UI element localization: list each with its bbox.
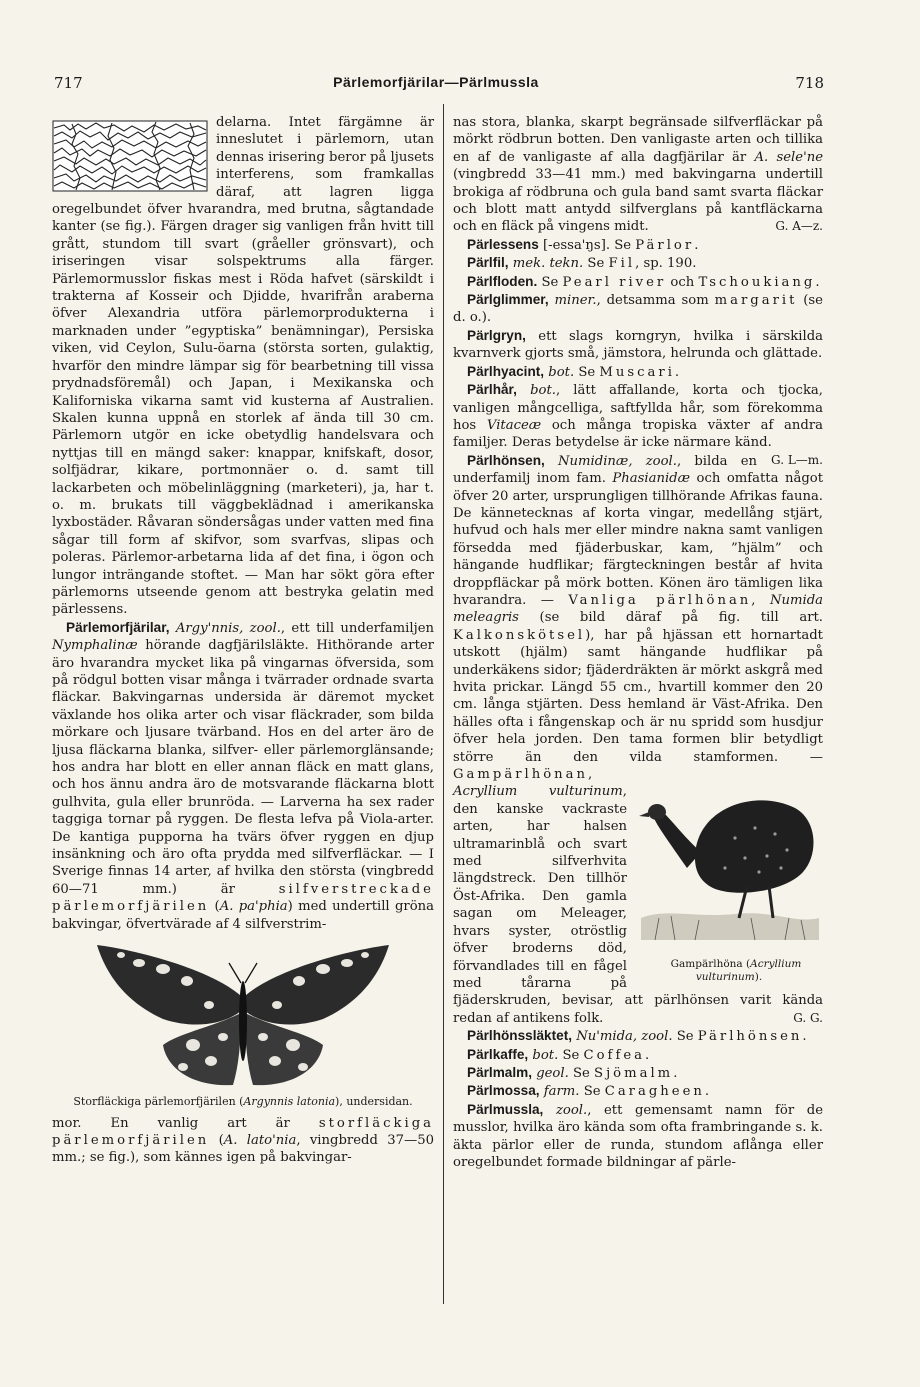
guineafowl-figure <box>635 768 823 984</box>
headword: Pärlemorfjärilar, <box>66 619 170 635</box>
signature: G. A—z. <box>775 219 823 234</box>
entry-parlglimmer: Pärlglimmer, miner., detsamma som margarit (se d. o.). <box>453 292 823 326</box>
entry-parlmussla: Pärlmussla, zool., ett gemensamt namn för de musslor, hvilka äro kända som ofta frambringande s. k. äkta pärlor eller de runda, stundom aflånga eller oregelbundet formade bildningar af pärle- <box>453 1101 823 1170</box>
entry-parlemorfjarilar: Pärlemorfjärilar, Argy'nnis, zool., ett till underfamiljen Nymphalinæ hörande dagfjärilsläkte. Hithörande arter äro hvarandra mycket lika på vingarnas öfversida, som på rödgul botten visar många i tvärrader ordnade svarta fläckar. Bakvingarnas undersida är däremot mycket växlande hos olika arter och visar fläckrader, som bilda mörkare och ljusare tvärband. Hos en del arter äro de ljusa fläckarna blanka, silfver- eller pärlemorglänsande; hos andra har blott en eller annan fläck en matt glans, och hos ännu andra äro de motsvarande fläckarna blott gulhvita, gula eller brunröda. — Larverna ha sex rader taggiga tornar på ryggen. De flesta lefva på Viola-arter. De kantiga pupporna ha tvärs öfver ryggen en djup insänkning och äro ofta prydda med silfverfläckar. — I Sverige finnas 14 arter, af hvilka den största (vingbredd 60—71 mm.) är silfverstreckade pärlemorfjärilen (A. pa'phia) med undertill gröna bakvingar, öfvertvärade af 4 silfverstrim- <box>52 619 434 932</box>
guineafowl-caption: Gampärlhöna (Acryllium vulturinum). <box>670 958 802 984</box>
entry-parlemorfjarilar-continued: mor. En vanlig art är storfläckiga pärlemorfjärilen (A. lato'nia, vingbredd 37—50 mm.; se fig.), som kännes igen på bakvingar- <box>52 1115 434 1166</box>
butterfly-illustration <box>97 945 389 1085</box>
entry-parlhyacint: Pärlhyacint, bot. Se Muscari. <box>467 363 680 380</box>
entry-parlessens: Pärlessens [-essa'ŋs]. Se Pärlor. <box>467 236 699 253</box>
entry-parlmossa: Pärlmossa, farm. Se Caragheen. <box>467 1083 710 1100</box>
entry-parlfil: Pärlfil, mek. tekn. Se Fil, sp. 190. <box>467 255 697 272</box>
entry-parlemorfjarilar-end: nas stora, blanka, skarpt begränsade silfverfläckar på mörkt rödbrun botten. Den vanligaste arten och tillika en af de vanligaste af alla dagfjärilar är A. sele'ne (vingbredd 33—41 mm.) med bakvingarna undertill brokiga af rödbruna och gula band samt svarta fläckar och blott matt antydd silfverglans på kantfläckarna och en fläck på vingens midt. G. A—z. <box>453 115 823 235</box>
page-header <box>48 74 824 96</box>
guineafowl-illustration <box>639 800 819 940</box>
entry-parlfloden: Pärlfloden. Se Pearl river och Tschoukiang. <box>467 273 820 290</box>
right-page-number: 718 <box>795 74 824 92</box>
signature: G. L—m. <box>771 452 823 467</box>
left-page-number: 717 <box>54 74 83 92</box>
entry-parlemor-continuation: delarna. Intet färgämne är inneslutet i pärlemorn, utan dennas irisering beror på ljusets interferens, som framkallas däraf, att lagren ligga oregelbundet öfver hvarandra, med brutna, sågtandade kanter (se fig.). Färgen drager sig vanligen från hvitt till grått, stundom till svart (gråeller grönsvart), och iriseringen visar solspektrums alla färger. Pärlemormusslor fiskas mest i Röda hafvet (särskildt i trakterna af Kosseir och Djidde, hvarifrån araberna öfver Alexandria utföra pärlemorprodukterna i marknaden under ”egyptiska” benämningar), Persiska viken, vid Ceylon, Sulu-öarna (största sorten, gulaktig, hvarför den mindre lämpar sig för bearbetning till vissa prydnadsföremål) och Japan, i Mexikanska och Kaliforniska vikarna samt vid kusterna af Australien. Skalen kunna uppnå en storlek af ända till 30 cm. Pärlemorn utgör en icke obetydlig handelsvara och nyttjas till en mängd saker: knappar, knifskaft, dosor, solfjädrar, kikare, portmonnäer o. d. samt till lackarbeten och möbelinläggning (marketeri), ja, har t. o. m. brukats till väggbeklädnad i amerikanska lyxbostäder. Råvaran söndersågas under vatten med fina sågar till form af skifvor, som svarfvas, slipas och poleras. Pärlemor-arbetarna lida af det fina, i ögon och lungor inträngande stoftet. — Man har sökt göra efter pärlemorns utseende genom att bestryka gelatin med pärlessens. <box>52 115 434 618</box>
nacre-layers-figure <box>52 120 208 192</box>
running-title: Pärlemorfjärilar—Pärlmussla <box>333 74 539 90</box>
entry-parlgryn: Pärlgryn, ett slags korngryn, hvilka i särskilda kvarnverk gjorts små, jämstora, helrunda och glättade. <box>453 327 823 362</box>
signature: G. G. <box>793 1010 823 1025</box>
entry-parlkaffe: Pärlkaffe, bot. Se Coffea. <box>467 1046 650 1063</box>
butterfly-figure <box>52 941 434 1109</box>
column-divider <box>443 104 444 1304</box>
right-column <box>453 114 823 1171</box>
entry-parlhonsen: Pärlhönsen, Numidinæ, zool., bilda en underfamilj inom fam. Phasianidæ och omfatta något öfver 20 arter, ursprungligen tillhörande Afrikas fauna. De kännetecknas af korta vingar, medellång stjärt, hufvud och hals mer eller mindre nakna samt vanligen försedda med fjäderbuskar, kam, ”hjälm” och hängande hudflikar; färgteckningen består af hvita droppfläckar på mörk botten. Könen äro tämligen lika hvarandra. — Vanliga pärlhönan, Numida meleagris (se bild däraf på fig. till art. Kalkonskötsel), har på hjässan ett hornartadt utskott (hjälm) samt hängande hudflikar på underkäkens sidor; fjäderdräkten är mörkt askgrå med hvita prickar. Längd 55 cm., hvartill kommer den 20 cm. långa stjärten. Dess hemland är Väst-Afrika. Den hälles ofta i fångenskap och är nu spridd som husdjur öfver hela jorden. Den tama formen blir betydligt större än den vilda stamformen. — Gampärlhöna (Acryllium vulturinum). Gampärlhönan, Acryllium vulturinum, den kanske vackraste arten, har halsen ultramarinblå och svart med silfverhvita längdstreck. Den tillhör Öst-Afrika. Den gamla sagan om Meleager, hvars syster, otröstlig öfver broderns död, förvandlades till en fågel med tårarna på fjäderskruden, bevisar, att pärlhönsen varit kända redan af antikens folk. G. G. <box>453 452 823 1026</box>
entry-parlhar: Pärlhår, bot., lätt affallande, korta och tjocka, vanligen mångcelliga, saftfyllda hår, som förekomma hos Vitaceæ och många tropiska växter af andra familjer. Deras betydelse är icke närmare känd. G. L—m. <box>453 381 823 452</box>
left-column <box>52 114 434 1167</box>
butterfly-caption: Storfläckiga pärlemorfjärilen (Argynnis latonia), undersidan. <box>73 1095 413 1109</box>
entry-parlhonsslaktet: Pärlhönssläktet, Nu'mida, zool. Se Pärlhönsen. <box>467 1028 807 1045</box>
entry-parlmalm: Pärlmalm, geol. Se Sjömalm. <box>467 1064 678 1081</box>
